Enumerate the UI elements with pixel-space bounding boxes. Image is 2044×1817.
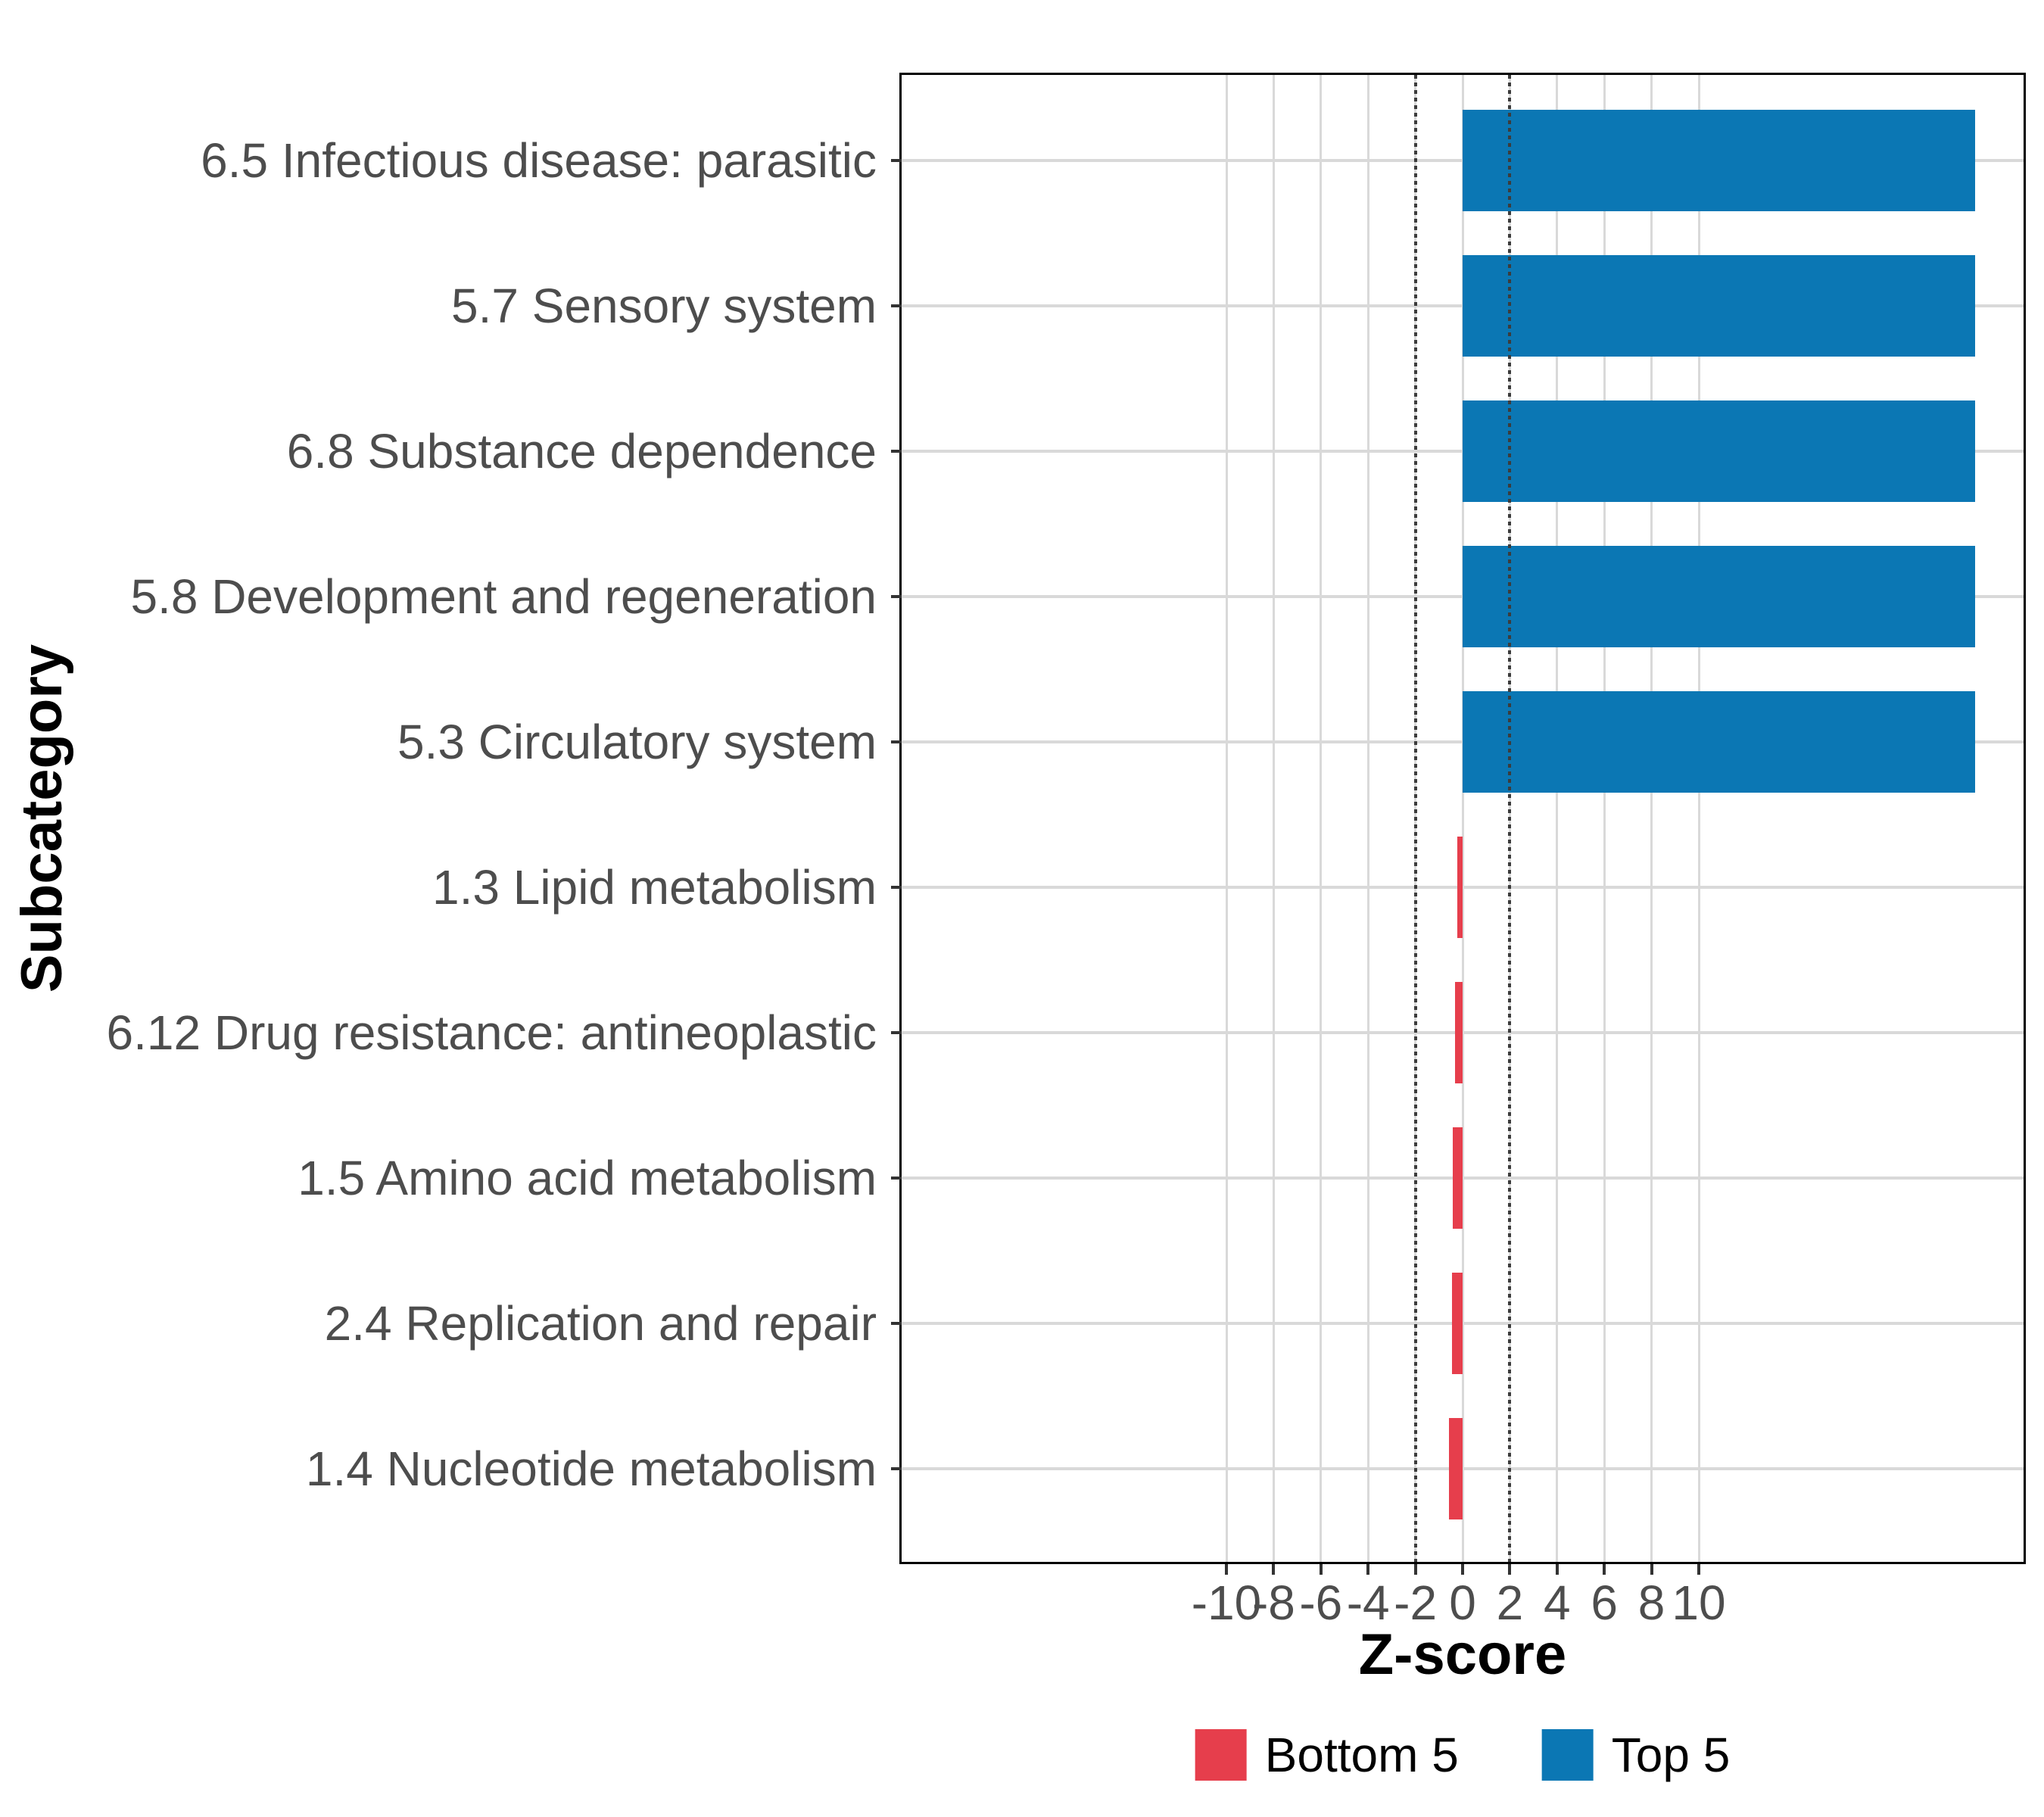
legend xyxy=(1195,1729,1731,1781)
x-axis-tick-label: 8 xyxy=(1637,1575,1665,1630)
x-axis-title: Z-score xyxy=(1358,1622,1567,1687)
y-axis-label: 1.4 Nucleotide metabolism xyxy=(305,1441,877,1496)
x-axis-tick-label: -6 xyxy=(1299,1575,1343,1630)
y-axis-label: 6.5 Infectious disease: parasitic xyxy=(201,133,877,188)
legend-label: Bottom 5 xyxy=(1264,1728,1459,1782)
bar xyxy=(1463,255,1975,357)
dotted-reference-line xyxy=(1508,75,1511,1562)
x-axis-tick-label: -2 xyxy=(1394,1575,1438,1630)
x-tick-mark xyxy=(1272,1564,1275,1575)
x-tick-mark xyxy=(1508,1564,1511,1575)
x-tick-mark xyxy=(1556,1564,1559,1575)
y-tick-mark xyxy=(891,740,902,743)
y-axis-label: 2.4 Replication and repair xyxy=(324,1296,877,1351)
vertical-gridline xyxy=(1273,75,1275,1562)
vertical-gridline xyxy=(1226,75,1228,1562)
y-tick-mark xyxy=(891,886,902,889)
y-tick-mark xyxy=(891,1031,902,1034)
vertical-gridline xyxy=(1367,75,1369,1562)
x-tick-mark xyxy=(1414,1564,1417,1575)
x-tick-mark xyxy=(1461,1564,1464,1575)
y-tick-mark xyxy=(891,1322,902,1325)
y-tick-mark xyxy=(891,1467,902,1470)
x-tick-mark xyxy=(1697,1564,1700,1575)
x-axis-tick-label: 10 xyxy=(1672,1575,1726,1630)
bar xyxy=(1463,400,1975,502)
y-tick-mark xyxy=(891,159,902,162)
y-axis-label: 5.3 Circulatory system xyxy=(397,715,877,769)
x-axis-tick-label: -8 xyxy=(1251,1575,1295,1630)
bar xyxy=(1455,982,1463,1083)
y-axis-title: Subcategory xyxy=(10,644,74,993)
bar xyxy=(1463,691,1975,793)
y-axis-label: 6.8 Substance dependence xyxy=(286,424,877,478)
legend-swatch xyxy=(1195,1729,1247,1781)
y-axis-label: 6.12 Drug resistance: antineoplastic xyxy=(106,1005,877,1060)
x-tick-mark xyxy=(1366,1564,1369,1575)
x-tick-mark xyxy=(1650,1564,1653,1575)
bar xyxy=(1463,546,1975,647)
x-axis-tick-label: 0 xyxy=(1449,1575,1476,1630)
x-axis-tick-label: 6 xyxy=(1591,1575,1618,1630)
bar xyxy=(1463,110,1975,211)
legend-swatch xyxy=(1542,1729,1594,1781)
bar xyxy=(1457,837,1463,938)
y-axis-label: 1.3 Lipid metabolism xyxy=(432,860,877,915)
x-axis-tick-label: 2 xyxy=(1496,1575,1524,1630)
vertical-gridline xyxy=(1320,75,1322,1562)
y-axis-label: 5.7 Sensory system xyxy=(451,279,877,333)
y-axis-label: 5.8 Development and regeneration xyxy=(130,569,877,624)
legend-label: Top 5 xyxy=(1611,1728,1731,1782)
y-tick-mark xyxy=(891,450,902,453)
bar xyxy=(1452,1273,1463,1374)
x-axis-tick-label: -4 xyxy=(1346,1575,1390,1630)
dotted-reference-line xyxy=(1414,75,1417,1562)
x-axis-tick-label: 4 xyxy=(1544,1575,1571,1630)
x-tick-mark xyxy=(1225,1564,1228,1575)
plot-panel xyxy=(899,73,2026,1564)
x-axis-tick-label: -10 xyxy=(1191,1575,1262,1630)
bar xyxy=(1449,1418,1463,1519)
legend-item xyxy=(1195,1729,1459,1781)
y-tick-mark xyxy=(891,595,902,598)
legend-item xyxy=(1542,1729,1731,1781)
bar xyxy=(1453,1127,1463,1229)
y-axis-label: 1.5 Amino acid metabolism xyxy=(298,1151,877,1205)
y-tick-mark xyxy=(891,304,902,307)
x-tick-mark xyxy=(1603,1564,1606,1575)
y-tick-mark xyxy=(891,1177,902,1180)
x-tick-mark xyxy=(1320,1564,1323,1575)
